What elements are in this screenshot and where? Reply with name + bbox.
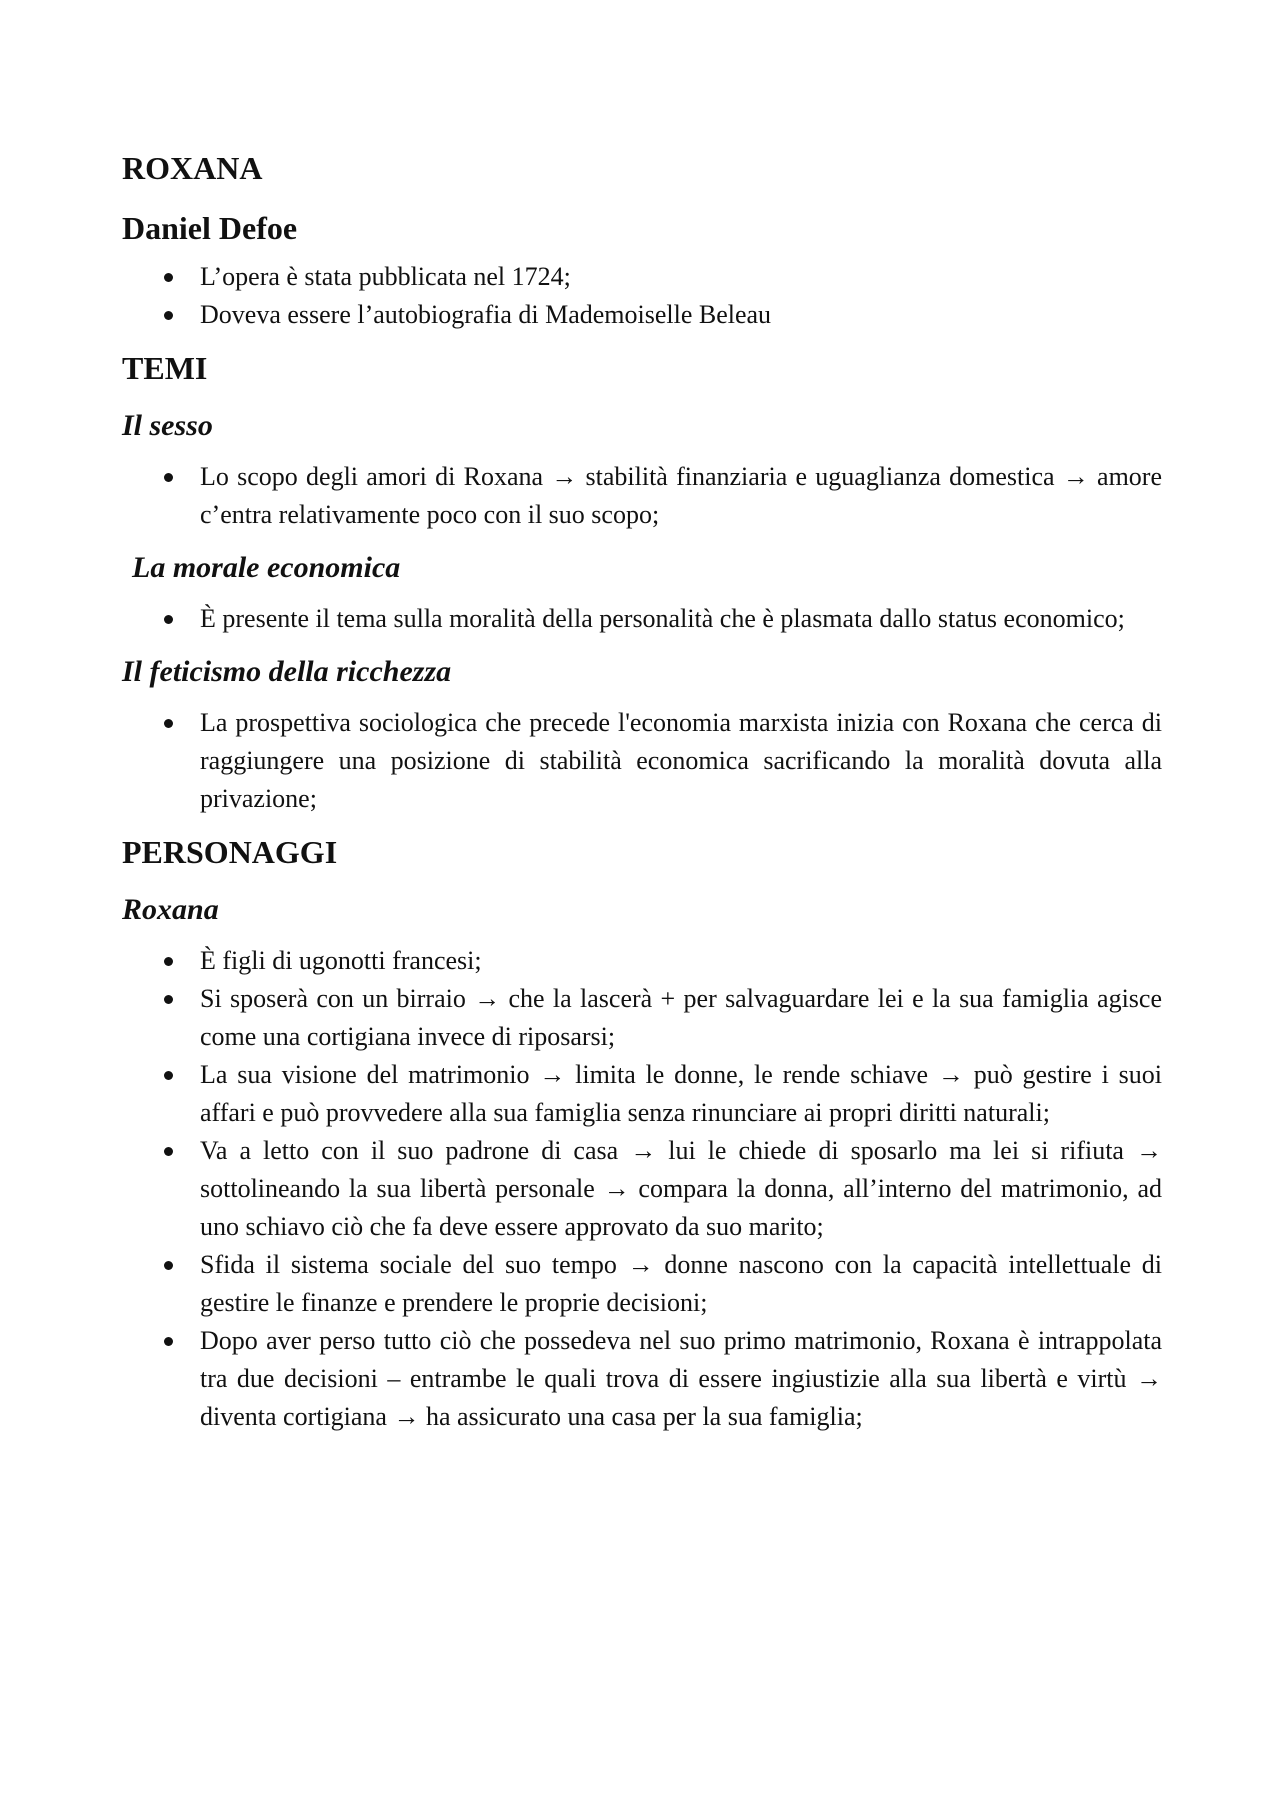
bullet-icon (164, 311, 173, 320)
bullet-icon (164, 273, 173, 282)
character-list (122, 942, 1162, 1436)
list-item: Sfida il sistema sociale del suo tempo → donne nascono con la capacità intellettuale di gestire le finanze e prendere le proprie decisioni; (122, 1246, 1162, 1322)
bullet-icon (164, 995, 173, 1004)
themes-heading: TEMI (122, 350, 208, 386)
theme-list (122, 600, 1162, 638)
bullet-icon (164, 1147, 173, 1156)
intro-list (122, 258, 1162, 334)
theme-list (122, 704, 1162, 818)
bullet-icon (164, 719, 173, 728)
bullet-icon (164, 957, 173, 966)
characters-heading: PERSONAGGI (122, 834, 338, 870)
list-item: È presente il tema sulla moralità della personalità che è plasmata dallo status economico; (122, 600, 1162, 638)
list-item: Lo scopo degli amori di Roxana → stabilità finanziaria e uguaglianza domestica → amore c’entra relativamente poco con il suo scopo; (122, 458, 1162, 534)
list-item: Si sposerà con un birraio → che la lascerà + per salvaguardare lei e la sua famiglia agisce come una cortigiana invece di riposarsi; (122, 980, 1162, 1056)
bullet-icon (164, 615, 173, 624)
list-item: È figli di ugonotti francesi; (122, 942, 1162, 980)
document-page (122, 148, 1162, 1450)
list-item: Va a letto con il suo padrone di casa → lui le chiede di sposarlo ma lei si rifiuta → sottolineando la sua libertà personale → compara la donna, all’interno del matrimonio, ad uno schiavo ciò che fa deve essere approvato da suo marito; (122, 1132, 1162, 1246)
bullet-icon (164, 1071, 173, 1080)
character-title: Roxana (122, 893, 219, 926)
bullet-icon (164, 473, 173, 482)
document-title: ROXANA (122, 150, 263, 186)
theme-title: Il feticismo della ricchezza (122, 655, 452, 688)
theme-list (122, 458, 1162, 534)
list-item: La prospettiva sociologica che precede l'economia marxista inizia con Roxana che cerca di raggiungere una posizione di stabilità economica sacrificando la moralità dovuta alla privazione; (122, 704, 1162, 818)
list-item: Doveva essere l’autobiografia di Mademoiselle Beleau (122, 296, 1162, 334)
list-item: L’opera è stata pubblicata nel 1724; (122, 258, 1162, 296)
theme-title: La morale economica (132, 551, 401, 584)
theme-title: Il sesso (122, 409, 213, 442)
bullet-icon (164, 1261, 173, 1270)
bullet-icon (164, 1337, 173, 1346)
list-item: La sua visione del matrimonio → limita le donne, le rende schiave → può gestire i suoi affari e può provvedere alla sua famiglia senza rinunciare ai propri diritti naturali; (122, 1056, 1162, 1132)
list-item: Dopo aver perso tutto ciò che possedeva nel suo primo matrimonio, Roxana è intrappolata tra due decisioni – entrambe le quali trova di essere ingiustizie alla sua libertà e virtù → diventa cortigiana → ha assicurato una casa per la sua famiglia; (122, 1322, 1162, 1436)
document-author: Daniel Defoe (122, 210, 298, 246)
